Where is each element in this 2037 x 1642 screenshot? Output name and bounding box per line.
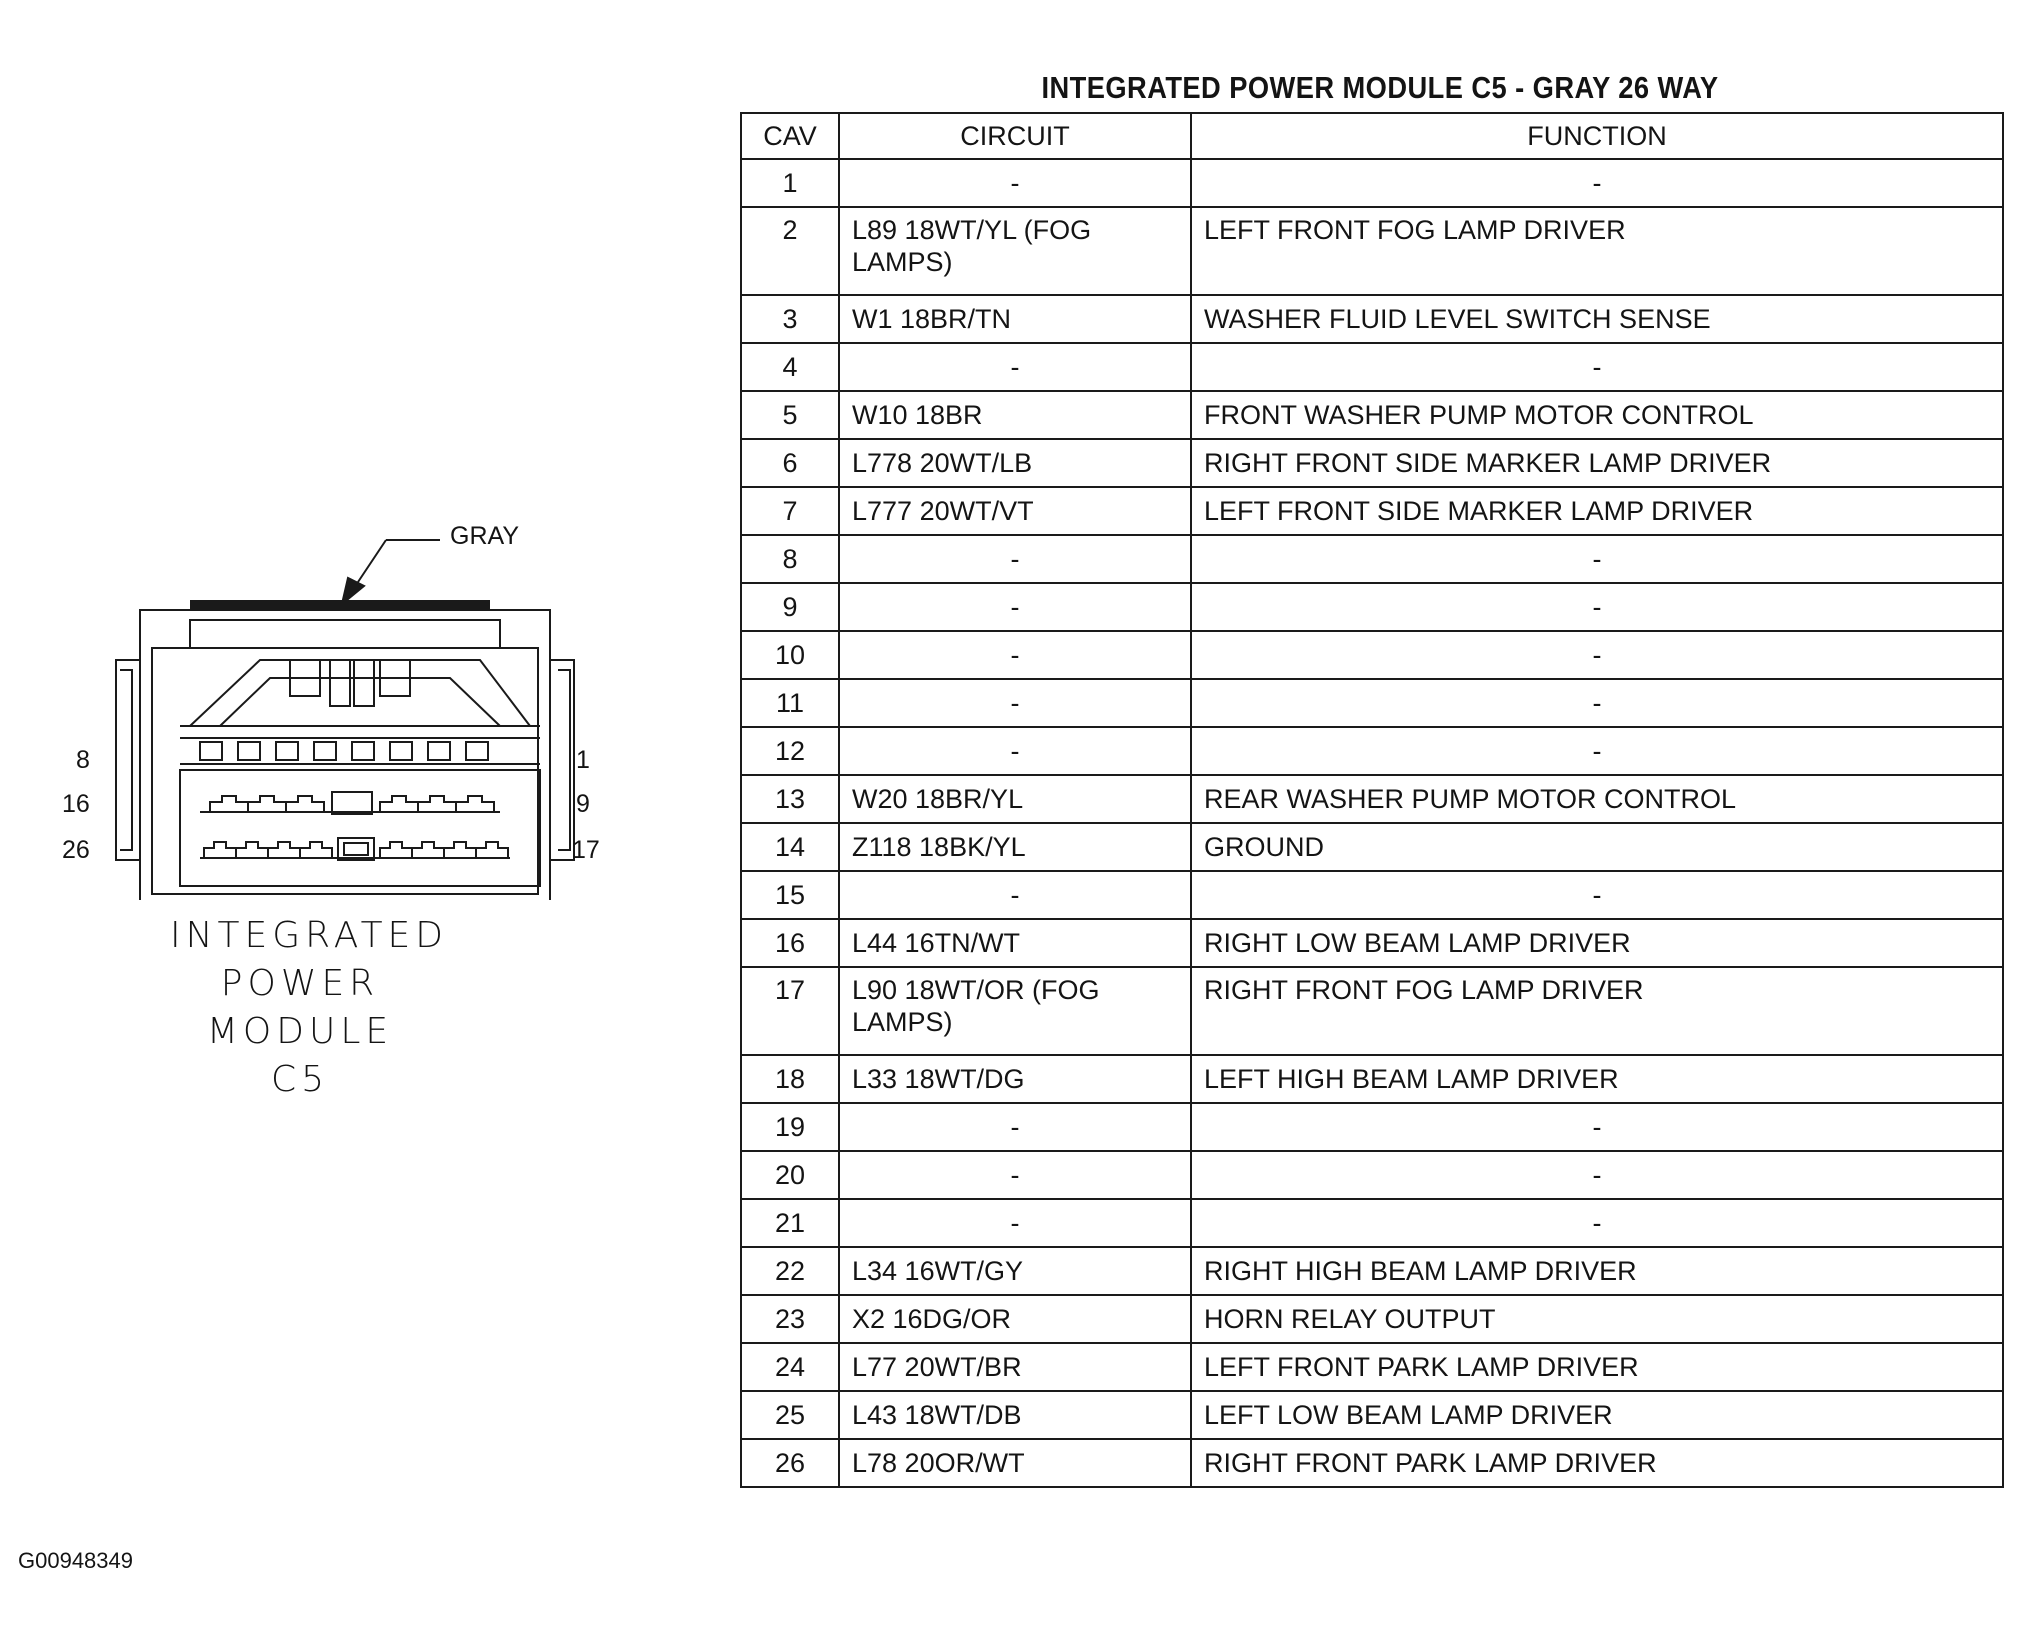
pin-row-top <box>200 742 488 760</box>
table-row <box>741 1151 2003 1199</box>
pin-label-26: 26 <box>62 836 90 864</box>
function-cell: RIGHT HIGH BEAM LAMP DRIVER <box>1191 1247 2003 1295</box>
function-cell: LEFT HIGH BEAM LAMP DRIVER <box>1191 1055 2003 1103</box>
circuit-cell: X2 16DG/OR <box>839 1295 1191 1343</box>
table-row <box>741 1439 2003 1487</box>
cav-cell: 16 <box>741 919 839 967</box>
function-cell: RIGHT FRONT PARK LAMP DRIVER <box>1191 1439 2003 1487</box>
table-row <box>741 439 2003 487</box>
table-row <box>741 1247 2003 1295</box>
circuit-cell: - <box>839 871 1191 919</box>
function-cell: GROUND <box>1191 823 2003 871</box>
connector-diagram <box>62 520 640 900</box>
table-row <box>741 535 2003 583</box>
image-id: G00948349 <box>18 1548 133 1573</box>
pin-label-9: 9 <box>576 790 590 818</box>
cav-cell: 4 <box>741 343 839 391</box>
circuit-cell: L778 20WT/LB <box>839 439 1191 487</box>
circuit-cell: - <box>839 159 1191 207</box>
function-cell: LEFT LOW BEAM LAMP DRIVER <box>1191 1391 2003 1439</box>
cav-cell: 20 <box>741 1151 839 1199</box>
table-row <box>741 295 2003 343</box>
circuit-cell: - <box>839 535 1191 583</box>
cav-cell: 26 <box>741 1439 839 1487</box>
circuit-cell: W20 18BR/YL <box>839 775 1191 823</box>
module-name-line-2: POWER <box>220 963 380 1004</box>
table-row <box>741 823 2003 871</box>
header-function: FUNCTION <box>1191 113 2003 159</box>
circuit-cell: - <box>839 583 1191 631</box>
function-cell: - <box>1191 583 2003 631</box>
cav-cell: 22 <box>741 1247 839 1295</box>
cav-cell: 6 <box>741 439 839 487</box>
function-cell: LEFT FRONT SIDE MARKER LAMP DRIVER <box>1191 487 2003 535</box>
header-cav: CAV <box>741 113 839 159</box>
function-cell: - <box>1191 679 2003 727</box>
table-row <box>741 159 2003 207</box>
cav-cell: 8 <box>741 535 839 583</box>
module-name-line-1: INTEGRATED <box>170 915 449 956</box>
table-row <box>741 967 2003 1055</box>
circuit-cell: L90 18WT/OR (FOG LAMPS) <box>839 967 1191 1055</box>
function-cell: FRONT WASHER PUMP MOTOR CONTROL <box>1191 391 2003 439</box>
cav-cell: 3 <box>741 295 839 343</box>
circuit-cell: L33 18WT/DG <box>839 1055 1191 1103</box>
cav-cell: 12 <box>741 727 839 775</box>
function-cell: - <box>1191 727 2003 775</box>
cav-cell: 13 <box>741 775 839 823</box>
pin-label-16: 16 <box>62 790 90 818</box>
cav-cell: 7 <box>741 487 839 535</box>
color-label-gray: GRAY <box>450 522 519 550</box>
function-cell: RIGHT LOW BEAM LAMP DRIVER <box>1191 919 2003 967</box>
pinout-body <box>741 159 2003 1487</box>
table-row <box>741 919 2003 967</box>
pin-row-middle <box>200 792 500 814</box>
cav-cell: 23 <box>741 1295 839 1343</box>
function-cell: - <box>1191 871 2003 919</box>
cav-cell: 1 <box>741 159 839 207</box>
table-row <box>741 631 2003 679</box>
cav-cell: 10 <box>741 631 839 679</box>
table-row <box>741 1343 2003 1391</box>
cav-cell: 5 <box>741 391 839 439</box>
table-row <box>741 1055 2003 1103</box>
function-cell: RIGHT FRONT FOG LAMP DRIVER <box>1191 967 2003 1055</box>
pin-label-8: 8 <box>76 746 90 774</box>
circuit-cell: - <box>839 1103 1191 1151</box>
circuit-cell: - <box>839 631 1191 679</box>
table-row <box>741 1103 2003 1151</box>
circuit-cell: - <box>839 1151 1191 1199</box>
table-row <box>741 583 2003 631</box>
circuit-cell: Z118 18BK/YL <box>839 823 1191 871</box>
function-cell: - <box>1191 1151 2003 1199</box>
function-cell: HORN RELAY OUTPUT <box>1191 1295 2003 1343</box>
circuit-cell: L43 18WT/DB <box>839 1391 1191 1439</box>
cav-cell: 14 <box>741 823 839 871</box>
cav-cell: 24 <box>741 1343 839 1391</box>
function-cell: - <box>1191 535 2003 583</box>
function-cell: LEFT FRONT FOG LAMP DRIVER <box>1191 207 2003 295</box>
table-header-row <box>741 113 2003 159</box>
cav-cell: 2 <box>741 207 839 295</box>
circuit-cell: L89 18WT/YL (FOG LAMPS) <box>839 207 1191 295</box>
module-name-line-3: MODULE C5 <box>206 1011 394 1100</box>
cav-cell: 15 <box>741 871 839 919</box>
table-row <box>741 487 2003 535</box>
table-row <box>741 1391 2003 1439</box>
cav-cell: 17 <box>741 967 839 1055</box>
module-name <box>170 912 449 1104</box>
circuit-cell: L78 20OR/WT <box>839 1439 1191 1487</box>
circuit-cell: L777 20WT/VT <box>839 487 1191 535</box>
table-row <box>741 727 2003 775</box>
function-cell: - <box>1191 631 2003 679</box>
circuit-cell: - <box>839 343 1191 391</box>
circuit-cell: L34 16WT/GY <box>839 1247 1191 1295</box>
pin-label-17: 17 <box>572 836 600 864</box>
connector-face-drawing <box>80 520 640 900</box>
table-row <box>741 391 2003 439</box>
circuit-cell: - <box>839 679 1191 727</box>
circuit-cell: L44 16TN/WT <box>839 919 1191 967</box>
function-cell: REAR WASHER PUMP MOTOR CONTROL <box>1191 775 2003 823</box>
table-row <box>741 1295 2003 1343</box>
cav-cell: 18 <box>741 1055 839 1103</box>
circuit-cell: L77 20WT/BR <box>839 1343 1191 1391</box>
table-row <box>741 1199 2003 1247</box>
function-cell: - <box>1191 1199 2003 1247</box>
circuit-cell: - <box>839 727 1191 775</box>
function-cell: RIGHT FRONT SIDE MARKER LAMP DRIVER <box>1191 439 2003 487</box>
circuit-cell: W10 18BR <box>839 391 1191 439</box>
header-circuit: CIRCUIT <box>839 113 1191 159</box>
table-row <box>741 871 2003 919</box>
table-row <box>741 679 2003 727</box>
function-cell: - <box>1191 1103 2003 1151</box>
function-cell: LEFT FRONT PARK LAMP DRIVER <box>1191 1343 2003 1391</box>
table-title: INTEGRATED POWER MODULE C5 - GRAY 26 WAY <box>1041 70 1719 105</box>
function-cell: WASHER FLUID LEVEL SWITCH SENSE <box>1191 295 2003 343</box>
pin-label-1: 1 <box>576 746 590 774</box>
pin-row-bottom <box>200 838 510 860</box>
cav-cell: 21 <box>741 1199 839 1247</box>
circuit-cell: - <box>839 1199 1191 1247</box>
table-row <box>741 343 2003 391</box>
table-row <box>741 207 2003 295</box>
function-cell: - <box>1191 159 2003 207</box>
pinout-table <box>740 112 2004 1488</box>
cav-cell: 19 <box>741 1103 839 1151</box>
table-row <box>741 775 2003 823</box>
cav-cell: 11 <box>741 679 839 727</box>
function-cell: - <box>1191 343 2003 391</box>
cav-cell: 25 <box>741 1391 839 1439</box>
circuit-cell: W1 18BR/TN <box>839 295 1191 343</box>
cav-cell: 9 <box>741 583 839 631</box>
